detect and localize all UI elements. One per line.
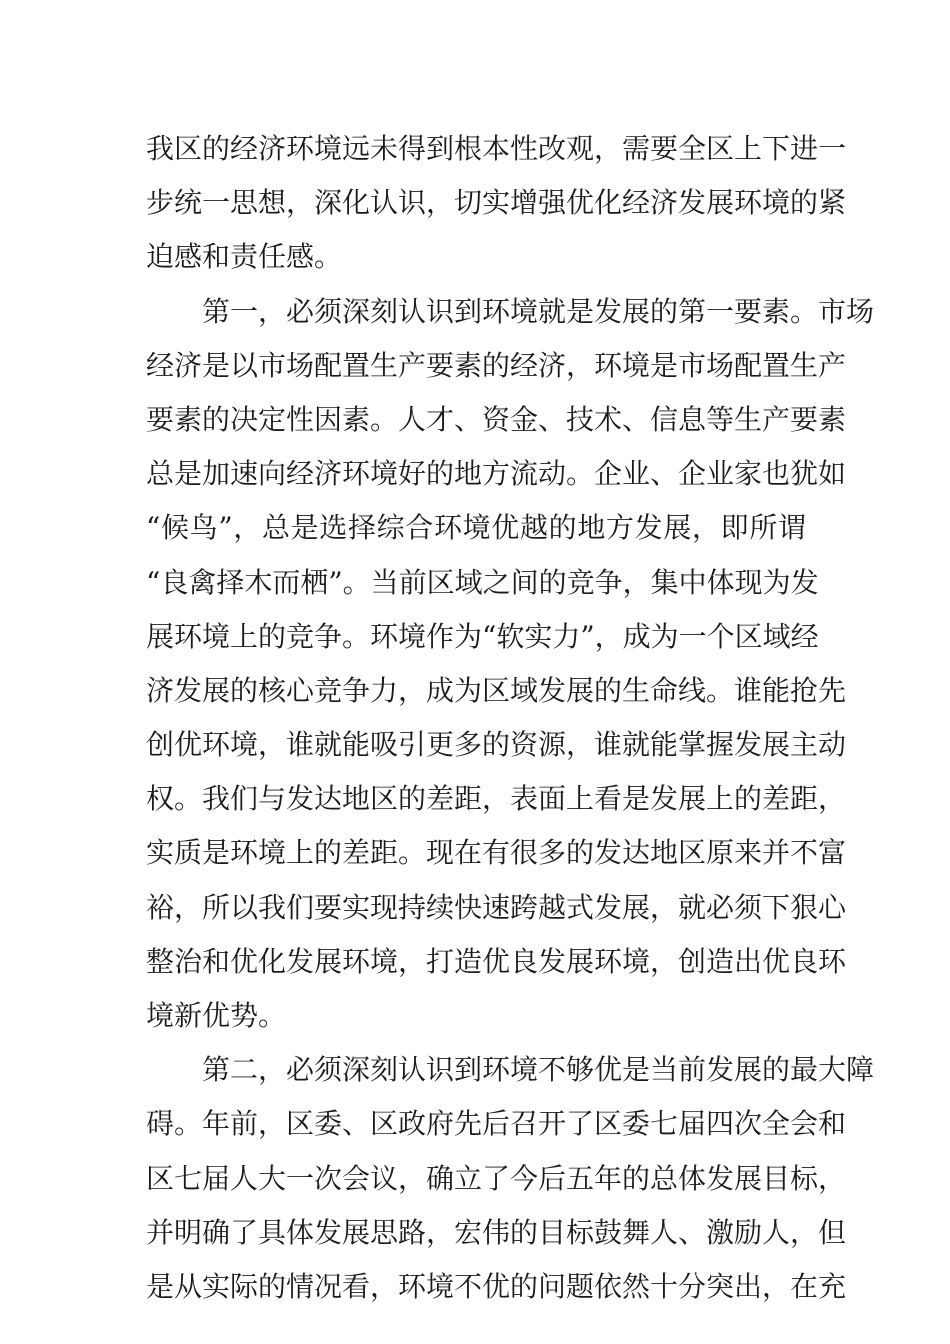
text-line: 要素的决定性因素。人才、资金、技术、信息等生产要素 [146,402,847,436]
text-line: 并明确了具体发展思路，宏伟的目标鼓舞人、激励人，但 [146,1215,847,1249]
text-line: 迫感和责任感。 [146,240,343,274]
text-line: 是从实际的情况看，环境不优的问题依然十分突出，在充 [146,1269,847,1303]
text-line: 实质是环境上的差距。现在有很多的发达地区原来并不富 [146,836,847,870]
text-line: 展环境上的竞争。环境作为“软实力”，成为一个区域经 [146,619,819,653]
text-line: 步统一思想，深化认识，切实增强优化经济发展环境的紧 [146,186,847,220]
text-line: 碍。年前，区委、区政府先后召开了区委七届四次全会和 [146,1107,847,1141]
document-body [146,122,875,1314]
text-line: 第一，必须深刻认识到环境就是发展的第一要素。市场 [146,294,875,328]
text-line: 经济是以市场配置生产要素的经济，环境是市场配置生产 [146,348,847,382]
text-line: 裕，所以我们要实现持续快速跨越式发展，就必须下狠心 [146,890,847,924]
text-line: 创优环境，谁就能吸引更多的资源，谁就能掌握发展主动 [146,728,847,762]
text-line: “候鸟”，总是选择综合环境优越的地方发展，即所谓 [146,511,806,545]
text-line: 权。我们与发达地区的差距，表面上看是发展上的差距， [146,782,847,816]
text-line: 境新优势。 [146,999,287,1032]
text-line: 整治和优化发展环境，打造优良发展环境，创造出优良环 [146,944,847,978]
text-line: 总是加速向经济环境好的地方流动。企业、企业家也犹如 [146,457,847,491]
text-line: 济发展的核心竞争力，成为区域发展的生命线。谁能抢先 [146,673,847,707]
text-line: 我区的经济环境远未得到根本性改观，需要全区上下进一 [146,132,847,165]
text-line: “良禽择木而栖”。当前区域之间的竞争，集中体现为发 [146,565,819,599]
text-line: 第二，必须深刻认识到环境不够优是当前发展的最大障 [146,1053,875,1087]
text-line: 区七届人大一次会议，确立了今后五年的总体发展目标， [146,1161,847,1195]
